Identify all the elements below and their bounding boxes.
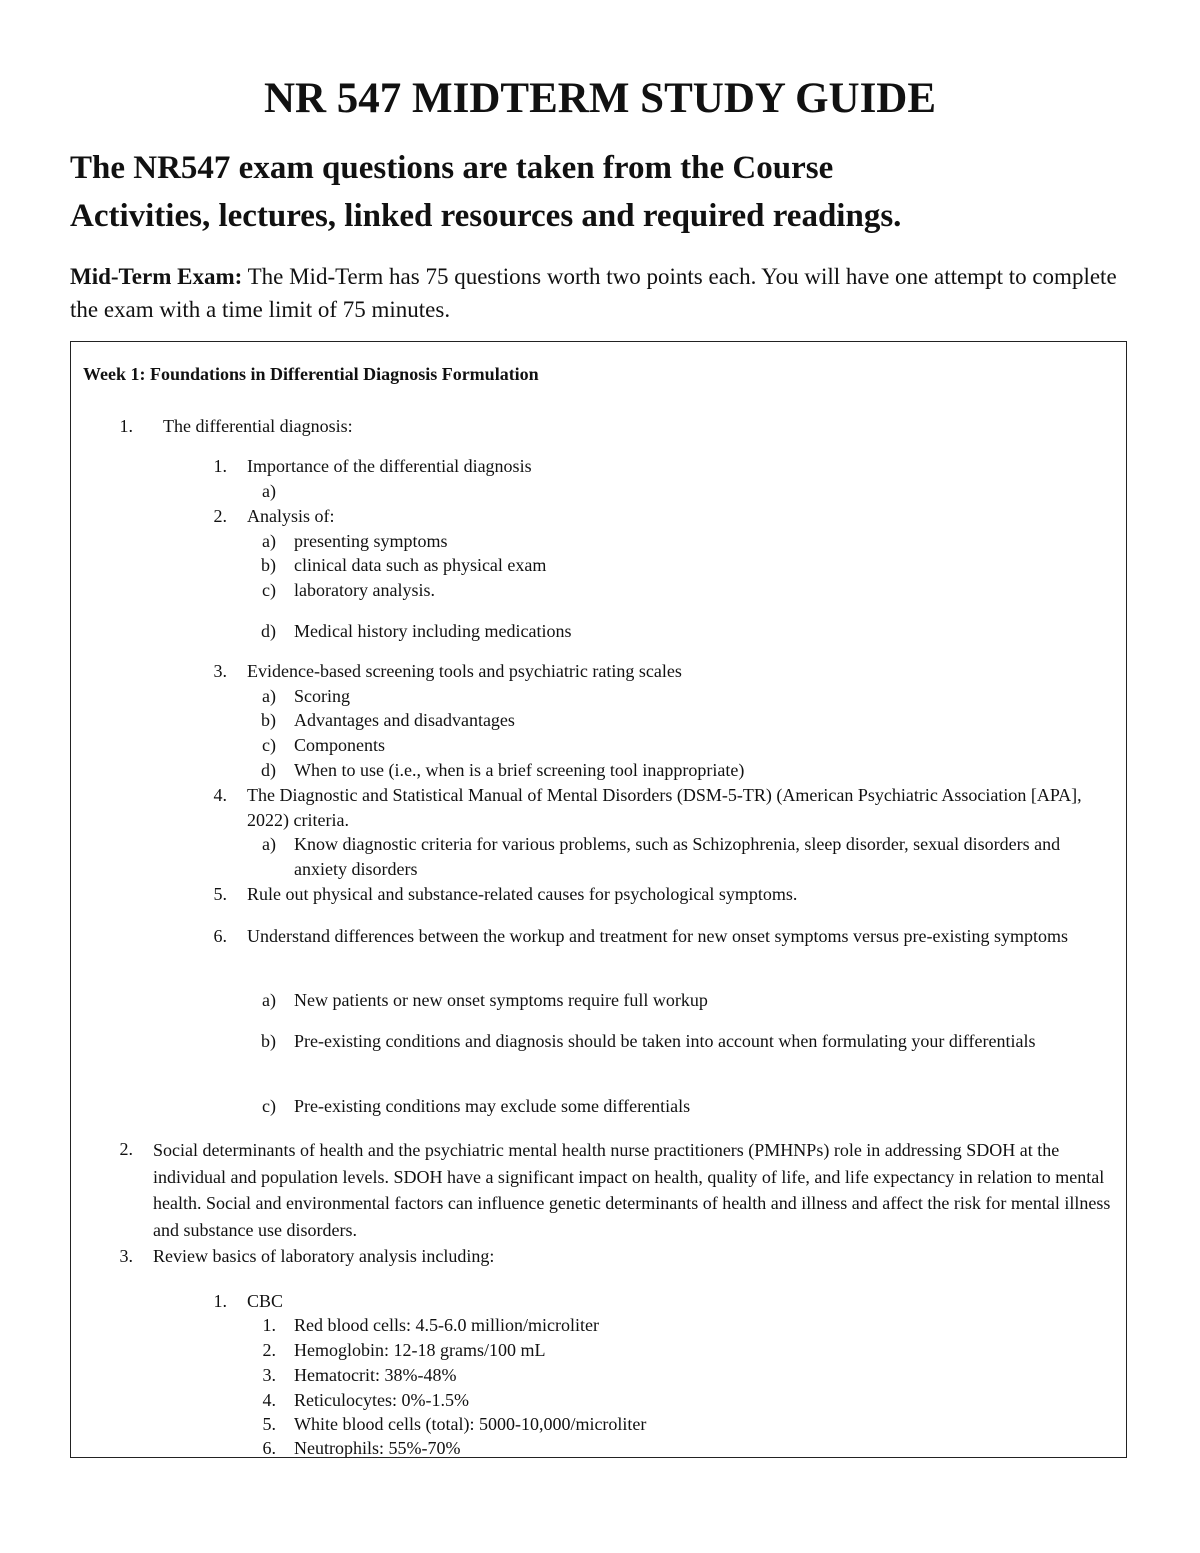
list-text: Importance of the differential diagnosis — [247, 456, 532, 476]
list-number: d) — [261, 760, 276, 780]
list-number: 3. — [213, 661, 227, 681]
list-number: 1. — [213, 1291, 227, 1311]
list-number: 4. — [262, 1390, 276, 1410]
list-text: Hematocrit: 38%-48% — [294, 1365, 457, 1385]
list-number: 3. — [119, 1246, 133, 1266]
page-title: NR 547 MIDTERM STUDY GUIDE — [263, 75, 937, 122]
list-text: Pre-existing conditions may exclude some differentials — [294, 1096, 691, 1116]
list-number: a) — [262, 481, 276, 501]
list-number: c) — [262, 1096, 276, 1116]
list-number: 1. — [213, 456, 227, 476]
list-text: laboratory analysis. — [294, 580, 435, 600]
exam-intro — [70, 260, 1150, 326]
list-number: a) — [262, 990, 276, 1010]
list-text: Reticulocytes: 0%-1.5% — [294, 1390, 469, 1410]
list-text: Evidence-based screening tools and psychiatric rating scales — [247, 661, 682, 681]
list-number: 4. — [213, 785, 227, 805]
list-text: Analysis of: — [247, 506, 335, 526]
list-text: The Diagnostic and Statistical Manual of Mental Disorders (DSM-5-TR) (American Psychiatric Association [APA], 2022) criteria. — [247, 785, 1082, 830]
list-number: 5. — [262, 1414, 276, 1434]
list-text: Medical history including medications — [294, 621, 572, 641]
list-number: c) — [262, 735, 276, 755]
list-number: 6. — [262, 1438, 276, 1458]
list-number: 5. — [213, 884, 227, 904]
list-number: 2. — [213, 506, 227, 526]
week-heading: Week 1: Foundations in Differential Diagnosis Formulation — [83, 364, 539, 384]
list-text: Pre-existing conditions and diagnosis should be taken into account when formulating your differentials — [294, 1031, 1036, 1051]
list-number: a) — [262, 531, 276, 551]
exam-intro-text: The Mid-Term has 75 questions worth two points each. You will have one attempt to complete the exam with a time limit of 75 minutes. — [70, 264, 1117, 322]
list-text: Review basics of laboratory analysis including: — [153, 1246, 495, 1266]
list-text: Social determinants of health and the psychiatric mental health nurse practitioners (PMHNPs) role in addressing SDOH at the individual and population levels. SDOH have a significant impact on health, quality of life, and life expectancy in relation to mental health. Social and environmental factors can influence genetic determinants of health and illness and affect the risk for mental illness and substance use disorders. — [153, 1140, 1111, 1240]
list-number: 2. — [262, 1340, 276, 1360]
list-number: d) — [261, 621, 276, 641]
list-text: Components — [294, 735, 386, 755]
list-text: Rule out physical and substance-related causes for psychological symptoms. — [247, 884, 798, 904]
list-text: The differential diagnosis: — [163, 416, 353, 436]
list-text: Neutrophils: 55%-70% — [294, 1438, 461, 1458]
subtitle — [70, 144, 1150, 240]
list-text: clinical data such as physical exam — [294, 555, 547, 575]
list-number: a) — [262, 834, 276, 854]
list-number: b) — [261, 1031, 276, 1051]
subtitle-line-1: The NR547 exam questions are taken from the Course — [70, 150, 834, 186]
list-text: Know diagnostic criteria for various problems, such as Schizophrenia, sleep disorder, sexual disorders and anxiety disorders — [294, 834, 1061, 879]
list-number: a) — [262, 686, 276, 706]
list-text: Red blood cells: 4.5-6.0 million/microliter — [294, 1315, 599, 1335]
list-text: New patients or new onset symptoms require full workup — [294, 990, 708, 1010]
list-number: b) — [261, 555, 276, 575]
list-text: Scoring — [294, 686, 350, 706]
list-number: c) — [262, 580, 276, 600]
list-text: When to use (i.e., when is a brief screening tool inappropriate) — [294, 760, 745, 780]
list-number: 6. — [213, 926, 227, 946]
list-number: 1. — [119, 416, 133, 436]
list-text: White blood cells (total): 5000-10,000/microliter — [294, 1414, 647, 1434]
outline-box — [70, 341, 1127, 1458]
list-text: presenting symptoms — [294, 531, 448, 551]
list-number: 2. — [119, 1139, 133, 1159]
list-text: Understand differences between the workup and treatment for new onset symptoms versus pre-existing symptoms — [247, 926, 1068, 946]
list-number: 1. — [262, 1315, 276, 1335]
list-text: Advantages and disadvantages — [294, 710, 515, 730]
list-text: CBC — [247, 1291, 284, 1311]
list-text: Hemoglobin: 12-18 grams/100 mL — [294, 1340, 546, 1360]
exam-intro-label: Mid-Term Exam: — [70, 264, 243, 289]
list-number: 3. — [262, 1365, 276, 1385]
subtitle-line-2: Activities, lectures, linked resources and required readings. — [70, 198, 902, 234]
list-number: b) — [261, 710, 276, 730]
